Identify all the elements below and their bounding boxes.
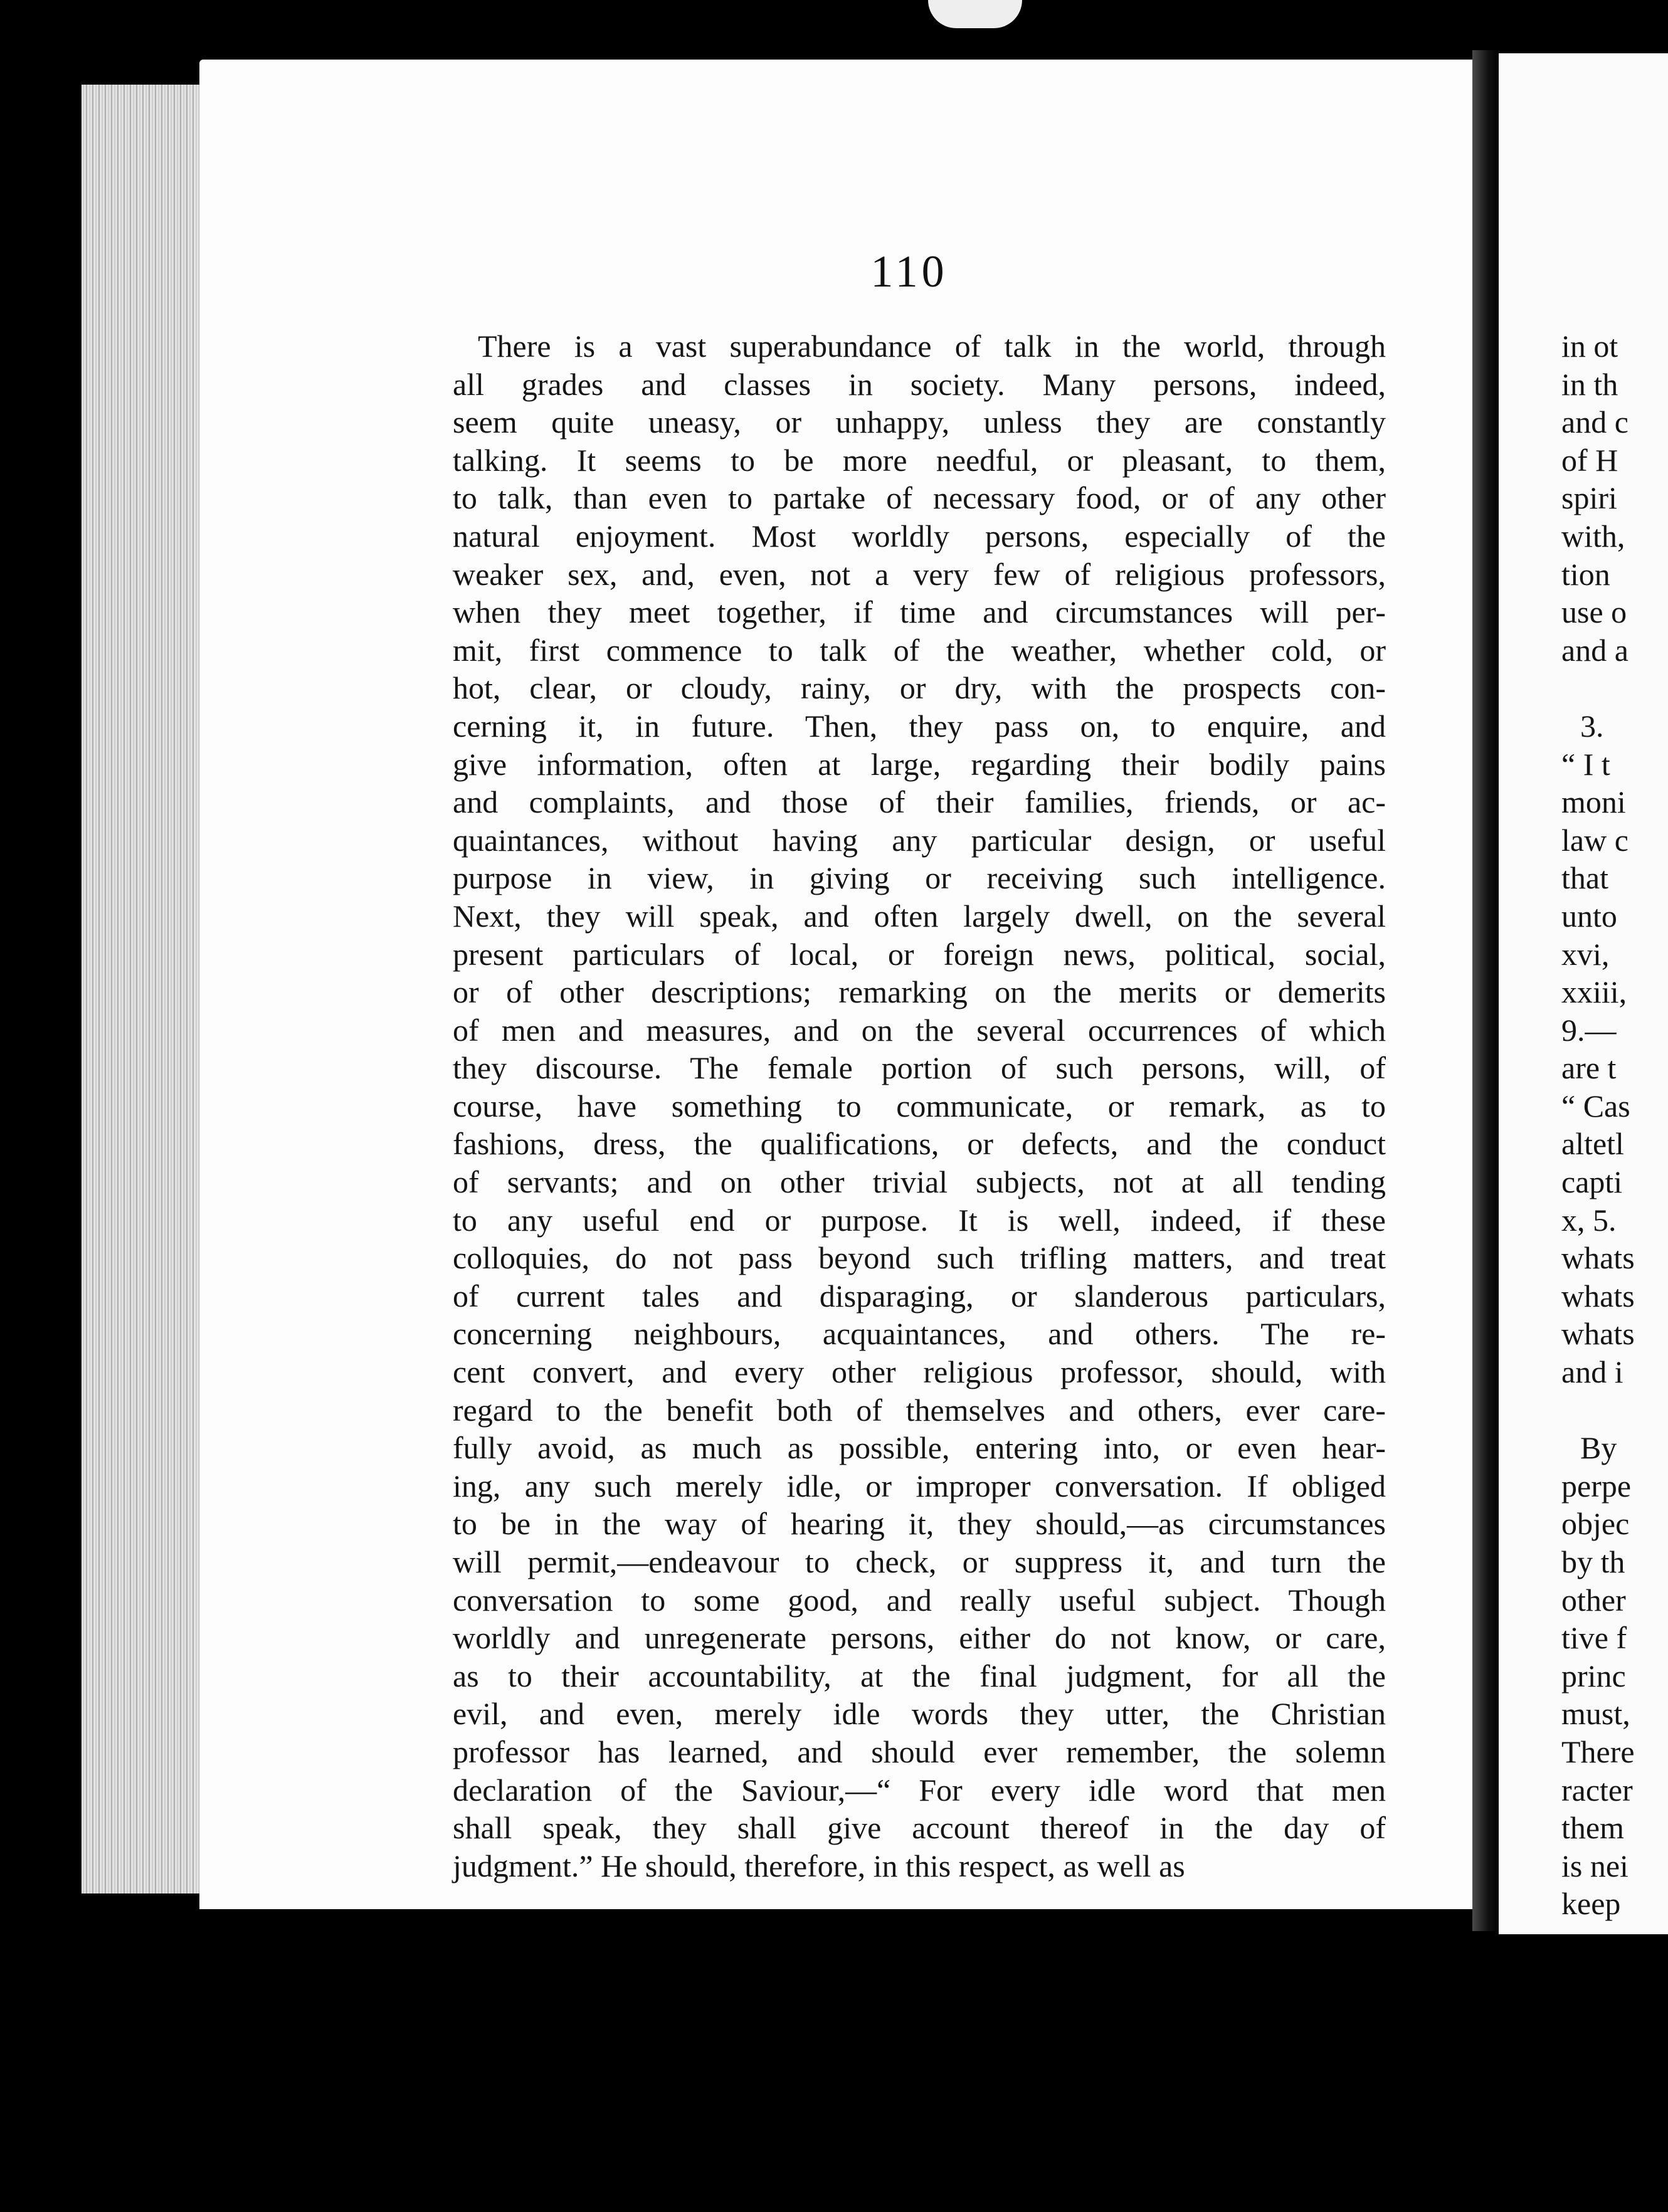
text-line: when they meet together, if time and circumstances will per- bbox=[453, 594, 1386, 630]
text-line: concerning neighbours, acquaintances, and others. The re- bbox=[453, 1316, 1386, 1352]
right-page-line bbox=[1561, 669, 1668, 707]
right-page-line: of H bbox=[1561, 442, 1618, 478]
right-page-line: spiri bbox=[1561, 480, 1617, 516]
right-page-line: whats bbox=[1561, 1278, 1635, 1314]
right-page-line bbox=[1561, 1391, 1668, 1430]
text-line: of current tales and disparaging, or slanderous particulars, bbox=[453, 1278, 1386, 1314]
right-page-line: objec bbox=[1561, 1506, 1630, 1542]
text-line: shall speak, they shall give account thereof in the day of bbox=[453, 1810, 1386, 1846]
right-page-line: There bbox=[1561, 1734, 1635, 1769]
right-page-line: and a bbox=[1561, 632, 1628, 668]
book-gutter bbox=[1472, 50, 1499, 1931]
text-line: of servants; and on other trivial subjects, not at all tending bbox=[453, 1164, 1386, 1200]
text-line: professor has learned, and should ever remember, the solemn bbox=[453, 1734, 1386, 1769]
right-page-text bbox=[1561, 327, 1668, 1923]
scan-artifact bbox=[928, 0, 1022, 28]
right-page-line: perpe bbox=[1561, 1468, 1632, 1504]
text-line: or of other descriptions; remarking on the merits or demerits bbox=[453, 974, 1386, 1010]
right-page-line: xvi, bbox=[1561, 936, 1610, 972]
text-line: natural enjoyment. Most worldly persons, especially of the bbox=[453, 518, 1386, 554]
text-line: evil, and even, merely idle words they utter, the Christian bbox=[453, 1696, 1386, 1732]
text-line: present particulars of local, or foreign news, political, social, bbox=[453, 936, 1386, 972]
right-page-line: keep bbox=[1561, 1886, 1621, 1922]
text-line: judgment.” He should, therefore, in this respect, as well as bbox=[453, 1848, 1185, 1883]
book-page-edges bbox=[82, 85, 213, 1893]
text-line: cerning it, in future. Then, they pass on, to enquire, and bbox=[453, 708, 1386, 744]
right-page-line: moni bbox=[1561, 784, 1626, 820]
right-page-line: xxiii, bbox=[1561, 974, 1627, 1010]
right-page-line: princ bbox=[1561, 1658, 1626, 1693]
right-page-line: 9.— bbox=[1561, 1012, 1617, 1048]
right-page-line: By bbox=[1580, 1430, 1617, 1466]
text-line: all grades and classes in society. Many persons, indeed, bbox=[453, 366, 1386, 402]
right-page-line: unto bbox=[1561, 898, 1617, 934]
right-page-line: tion bbox=[1561, 556, 1610, 592]
right-page-line: x, 5. bbox=[1561, 1202, 1617, 1238]
text-line: course, have something to communicate, or remark, as to bbox=[453, 1088, 1386, 1124]
text-line: they discourse. The female portion of such persons, will, of bbox=[453, 1050, 1386, 1086]
text-line: conversation to some good, and really useful subject. Though bbox=[453, 1582, 1386, 1618]
body-text bbox=[453, 327, 1386, 1885]
right-page-line: capti bbox=[1561, 1164, 1623, 1200]
text-line: of men and measures, and on the several occurrences of which bbox=[453, 1012, 1386, 1048]
right-page-line: in ot bbox=[1561, 329, 1618, 364]
right-page-line: other bbox=[1561, 1582, 1626, 1618]
text-line: seem quite uneasy, or unhappy, unless they are constantly bbox=[453, 404, 1386, 440]
text-line: colloquies, do not pass beyond such trifling matters, and treat bbox=[453, 1240, 1386, 1276]
right-page-line: is nei bbox=[1561, 1848, 1628, 1883]
right-page-line: and c bbox=[1561, 404, 1628, 440]
text-line: to talk, than even to partake of necessary food, or of any other bbox=[453, 480, 1386, 516]
text-line: quaintances, without having any particular design, or useful bbox=[453, 822, 1386, 858]
text-line: worldly and unregenerate persons, either do not know, or care, bbox=[453, 1620, 1386, 1656]
page-number: 110 bbox=[870, 246, 948, 297]
text-line: fashions, dress, the qualifications, or defects, and the conduct bbox=[453, 1126, 1386, 1162]
text-line: fully avoid, as much as possible, entering into, or even hear- bbox=[453, 1430, 1386, 1466]
right-page-line: and i bbox=[1561, 1354, 1623, 1390]
right-page-line: are t bbox=[1561, 1050, 1617, 1086]
right-page-line: that bbox=[1561, 860, 1608, 896]
right-page-line: whats bbox=[1561, 1316, 1635, 1352]
text-line: give information, often at large, regarding their bodily pains bbox=[453, 746, 1386, 782]
text-line: hot, clear, or cloudy, rainy, or dry, with the prospects con- bbox=[453, 670, 1386, 706]
right-page-line: must, bbox=[1561, 1696, 1630, 1732]
text-line: to be in the way of hearing it, they should,—as circumstances bbox=[453, 1506, 1386, 1542]
right-page-line: law c bbox=[1561, 822, 1628, 858]
right-page-line: them bbox=[1561, 1810, 1624, 1846]
text-line: talking. It seems to be more needful, or pleasant, to them, bbox=[453, 442, 1386, 478]
right-page-line: tive f bbox=[1561, 1620, 1627, 1656]
right-page-line: 3. bbox=[1580, 708, 1604, 744]
right-page-line: racter bbox=[1561, 1772, 1633, 1808]
right-page-line: altetl bbox=[1561, 1126, 1624, 1162]
right-page-line: in th bbox=[1561, 366, 1618, 402]
text-line: and complaints, and those of their families, friends, or ac- bbox=[453, 784, 1386, 820]
right-page-line: with, bbox=[1561, 518, 1625, 554]
text-line: There is a vast superabundance of talk in the world, through bbox=[478, 329, 1386, 364]
text-line: declaration of the Saviour,—“ For every idle word that men bbox=[453, 1772, 1386, 1808]
right-page-line: use o bbox=[1561, 594, 1627, 630]
text-line: cent convert, and every other religious professor, should, with bbox=[453, 1354, 1386, 1390]
text-line: regard to the benefit both of themselves and others, ever care- bbox=[453, 1392, 1386, 1428]
text-line: weaker sex, and, even, not a very few of religious professors, bbox=[453, 556, 1386, 592]
text-line: purpose in view, in giving or receiving such intelligence. bbox=[453, 860, 1386, 896]
text-line: as to their accountability, at the final judgment, for all the bbox=[453, 1658, 1386, 1693]
text-line: will permit,—endeavour to check, or suppress it, and turn the bbox=[453, 1544, 1386, 1579]
right-page-line: by th bbox=[1561, 1544, 1625, 1579]
text-line: mit, first commence to talk of the weather, whether cold, or bbox=[453, 632, 1386, 668]
right-page-line: “ I t bbox=[1561, 746, 1610, 782]
right-page-line: “ Cas bbox=[1561, 1088, 1630, 1124]
right-page-line: whats bbox=[1561, 1240, 1635, 1276]
text-line: ing, any such merely idle, or improper conversation. If obliged bbox=[453, 1468, 1386, 1504]
text-line: to any useful end or purpose. It is well, indeed, if these bbox=[453, 1202, 1386, 1238]
text-line: Next, they will speak, and often largely dwell, on the several bbox=[453, 898, 1386, 934]
